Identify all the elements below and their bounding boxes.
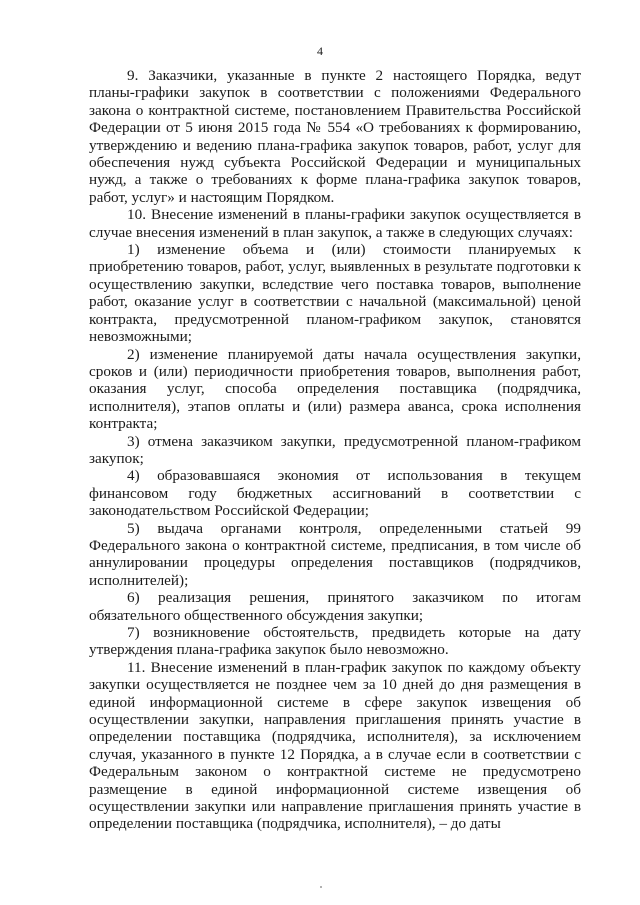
paragraph-9: 9. Заказчики, указанные в пункте 2 настоящего Порядка, ведут планы-графики закупок в соответствии с положениями Федерального закона о контрактной системе, постановлением Правительства Российской Федерации от 5 июня 2015 года № 554 «О требованиях к формированию, утверждению и ведению плана-графика закупок товаров, работ, услуг для обеспечения нужд субъекта Российской Федерации и муниципальных нужд, а также о требованиях к форме плана-графика закупок товаров, работ, услуг» и настоящим Порядком.	[89, 67, 581, 206]
list-item-4: 4) образовавшаяся экономия от использования в текущем финансовом году бюджетных ассигнований в соответствии с законодательством Российской Федерации;	[89, 467, 581, 520]
document-body	[89, 67, 581, 833]
paragraph-11: 11. Внесение изменений в план-график закупок по каждому объекту закупки осуществляется не позднее чем за 10 дней до дня размещения в единой информационной системе в сфере закупок извещения об осуществлении закупки, направления приглашения принять участие в определении поставщика (подрядчика, исполнителя), за исключением случая, указанного в пункте 12 Порядка, а в случае если в соответствии с Федеральным законом о контрактной системе не предусмотрено размещение в единой информационной системе извещения об осуществлении закупки или направление приглашения принять участие в определении поставщика (подрядчика, исполнителя), – до даты	[89, 658, 581, 833]
paragraph-10: 10. Внесение изменений в планы-графики закупок осуществляется в случае внесения изменений в план закупок, а также в следующих случаях:	[89, 206, 581, 241]
page-number: 4	[317, 44, 323, 58]
list-item-2: 2) изменение планируемой даты начала осуществления закупки, сроков и (или) периодичности приобретения товаров, выполнения работ, оказания услуг, способа определения поставщика (подрядчика, исполнителя), этапов оплаты и (или) размера аванса, срока исполнения контракта;	[89, 345, 581, 433]
scan-mark	[320, 886, 322, 888]
list-item-1: 1) изменение объема и (или) стоимости планируемых к приобретению товаров, работ, услуг, выявленных в результате подготовки к осуществлению закупки, вследствие чего поставка товаров, выполнение работ, оказание услуг в соответствии с начальной (максимальной) ценой контракта, предусмотренной планом-графиком закупок, становятся невозможными;	[89, 241, 581, 346]
list-item-5: 5) выдача органами контроля, определенными статьей 99 Федерального закона о контрактной системе, предписания, в том числе об аннулировании процедуры определения поставщиков (подрядчиков, исполнителей);	[89, 519, 581, 589]
list-item-3: 3) отмена заказчиком закупки, предусмотренной планом-графиком закупок;	[89, 432, 581, 467]
list-item-6: 6) реализация решения, принятого заказчиком по итогам обязательного общественного обсуждения закупки;	[89, 589, 581, 624]
list-item-7: 7) возникновение обстоятельств, предвидеть которые на дату утверждения плана-графика закупок было невозможно.	[89, 624, 581, 659]
